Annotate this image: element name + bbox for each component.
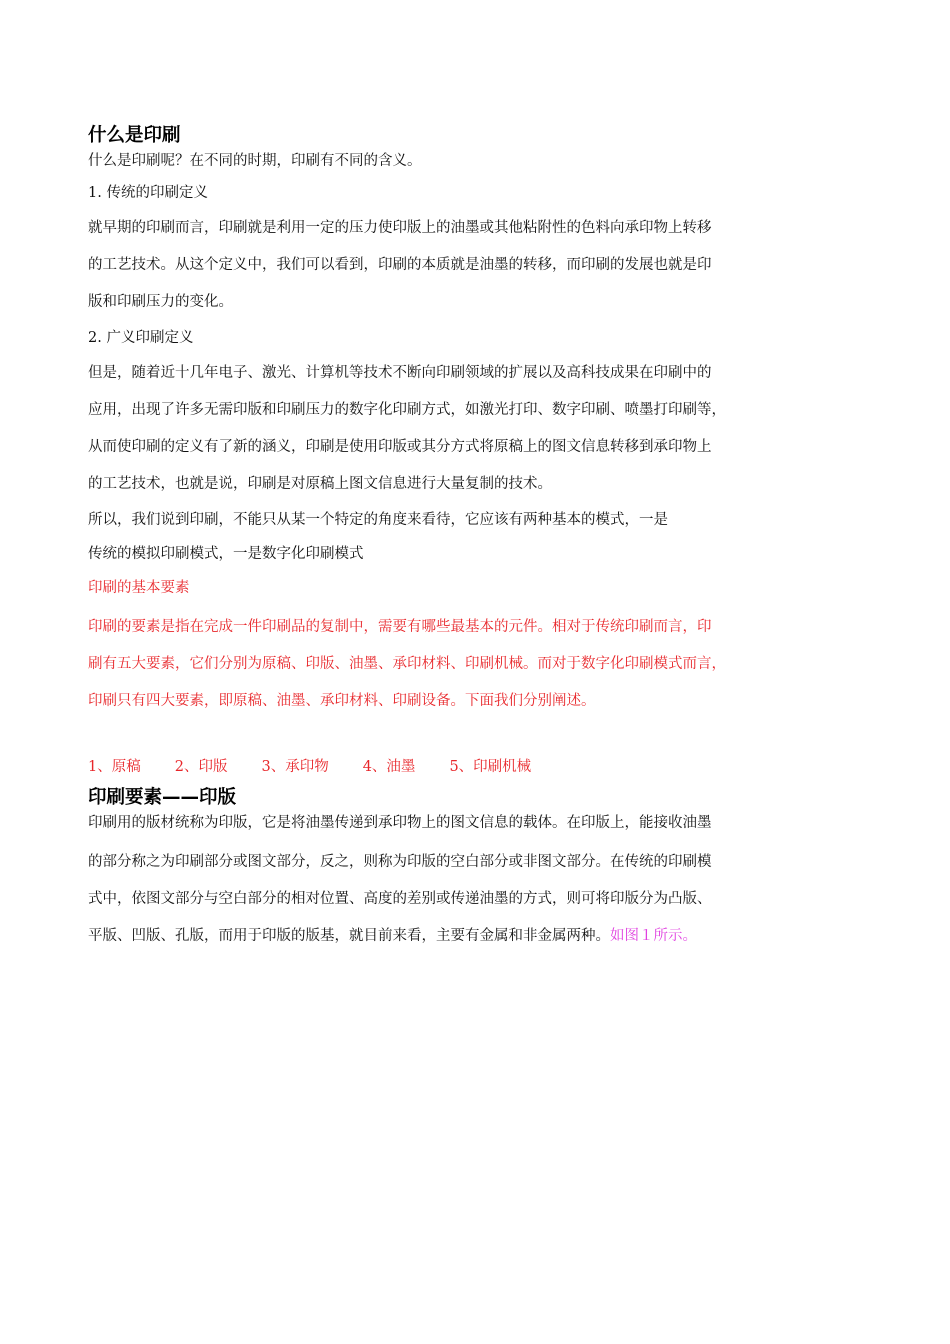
element-item-original: 1、原稿: [88, 759, 141, 775]
spacer: [88, 720, 828, 750]
plate-paragraph-line: 式中，依图文部分与空白部分的相对位置、高度的差别或传递油墨的方式，则可将印版分为凸版、: [88, 891, 712, 907]
paragraph-line: 从而使印刷的定义有了新的涵义，印刷是使用印版或其分方式将原稿上的图文信息转移到承印物上: [88, 439, 712, 455]
element-item-plate: 2、印版: [174, 759, 228, 775]
basic-elements-title: 印刷的基本要素: [88, 580, 190, 596]
plate-paragraph-line: 印刷用的版材统称为印版，它是将油墨传递到承印物上的图文信息的载体。在印版上，能接收油墨: [88, 815, 712, 831]
paragraph-line: 的工艺技术。从这个定义中，我们可以看到，印刷的本质就是油墨的转移，而印刷的发展也就是印: [88, 257, 712, 273]
elements-list: [88, 750, 828, 784]
elements-paragraph-line: 刷有五大要素，它们分别为原稿、印版、油墨、承印材料、印刷机械。而对于数字化印刷模式而言，: [88, 656, 726, 672]
plate-last-line-text: 平版、凹版、孔版，而用于印版的版基，就目前来看，主要有金属和非金属两种。: [88, 928, 610, 944]
section-heading-printing-plate: 印刷要素——印版: [88, 787, 237, 808]
plate-paragraph-last-line: [88, 918, 828, 955]
element-item-machinery: 5、印刷机械: [449, 759, 532, 775]
paragraph-line: 应用，出现了许多无需印版和印刷压力的数字化印刷方式，如激光打印、数字印刷、喷墨打印刷等，: [88, 402, 726, 418]
plate-paragraph-line: 的部分称之为印刷部分或图文部分，反之，则称为印版的空白部分或非图文部分。在传统的印刷模: [88, 854, 712, 870]
summary-line: 所以，我们说到印刷，不能只从某一个特定的角度来看待，它应该有两种基本的模式，一是: [88, 512, 668, 528]
section-heading-what-is-printing: 什么是印刷: [88, 125, 181, 146]
paragraph-line: 但是，随着近十几年电子、激光、计算机等技术不断向印刷领域的扩展以及高科技成果在印刷中的: [88, 365, 712, 381]
figure-reference: 如图１所示。: [610, 928, 697, 944]
element-item-ink: 4、油墨: [362, 759, 416, 775]
intro-paragraph: 什么是印刷呢？在不同的时期，印刷有不同的含义。: [88, 153, 422, 169]
summary-line: 传统的模拟印刷模式，一是数字化印刷模式: [88, 546, 364, 562]
paragraph-line: 就早期的印刷而言，印刷就是利用一定的压力使印版上的油墨或其他粘附性的色料向承印物上转移: [88, 220, 712, 236]
traditional-definition-title: 1. 传统的印刷定义: [88, 185, 208, 201]
element-item-substrate: 3、承印物: [261, 759, 329, 775]
elements-paragraph-line: 印刷只有四大要素，即原稿、油墨、承印材料、印刷设备。下面我们分别阐述。: [88, 693, 596, 709]
document-content: [88, 122, 828, 955]
broad-definition-title: 2. 广义印刷定义: [88, 330, 194, 346]
paragraph-line: 版和印刷压力的变化。: [88, 294, 233, 310]
paragraph-line: 的工艺技术，也就是说，印刷是对原稿上图文信息进行大量复制的技术。: [88, 476, 552, 492]
elements-paragraph-line: 印刷的要素是指在完成一件印刷品的复制中，需要有哪些最基本的元件。相对于传统印刷而言，印: [88, 619, 712, 635]
